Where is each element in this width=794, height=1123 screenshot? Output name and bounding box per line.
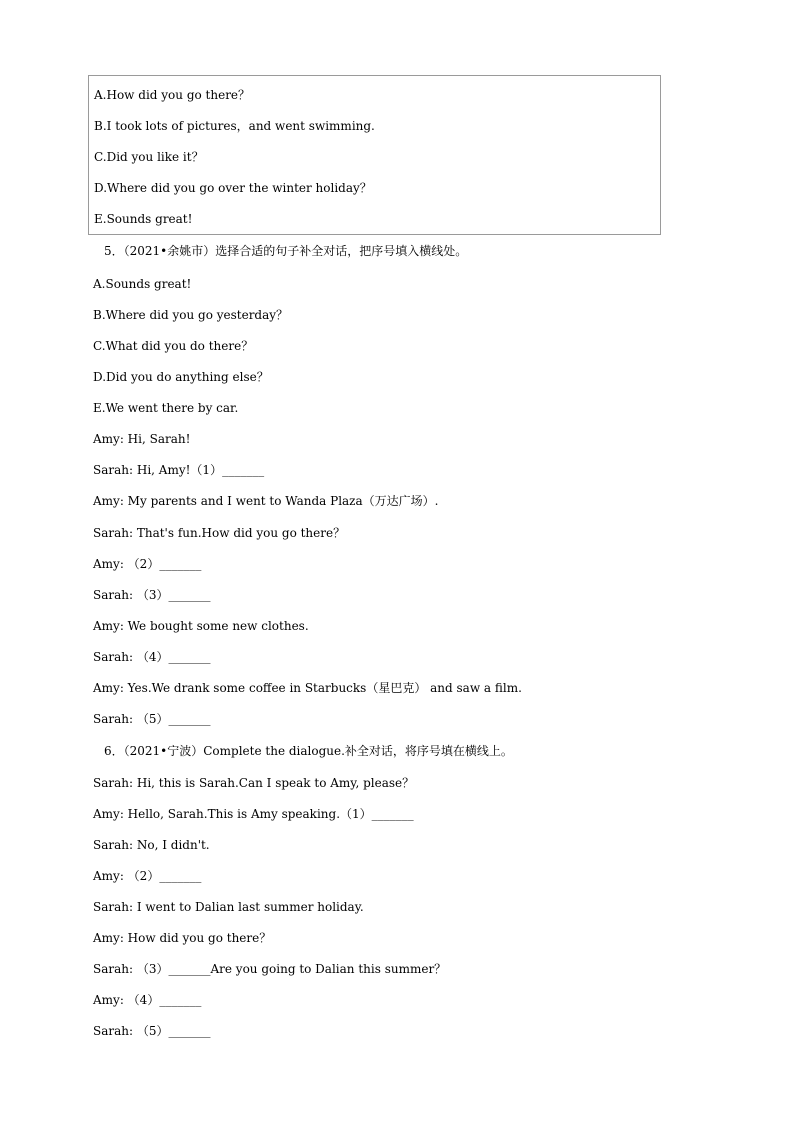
q5-dialogue-line: Sarah: （3）_______ bbox=[93, 588, 211, 602]
q6-dialogue-line: Amy: Hello, Sarah.This is Amy speaking.（1）_______ bbox=[93, 807, 414, 821]
question-6-title: 6．（2021•宁波）Complete the dialogue.补全对话，将序号填在横线上。 bbox=[104, 744, 513, 758]
q5-option: C.What did you do there？ bbox=[93, 339, 254, 353]
q5-dialogue-line: Amy: Hi, Sarah! bbox=[93, 432, 191, 446]
q5-option: D.Did you do anything else？ bbox=[93, 370, 269, 384]
q5-dialogue-line: Amy: My parents and I went to Wanda Plaza（万达广场）. bbox=[93, 494, 439, 508]
box-option: B.I took lots of pictures，and went swimming. bbox=[94, 119, 375, 133]
q5-option: E.We went there by car. bbox=[93, 401, 239, 415]
q5-dialogue-line: Amy: Yes.We drank some coffee in Starbucks（星巴克） and saw a film. bbox=[93, 681, 522, 695]
q5-dialogue-line: Sarah: That's fun.How did you go there？ bbox=[93, 526, 346, 540]
q6-dialogue-line: Sarah: （3）_______Are you going to Dalian this summer？ bbox=[93, 962, 447, 976]
q5-dialogue-line: Sarah: （5）_______ bbox=[93, 712, 211, 726]
q6-dialogue-line: Sarah: No, I didn't. bbox=[93, 838, 210, 852]
q6-dialogue-line: Sarah: （5）_______ bbox=[93, 1024, 211, 1038]
box-option: A.How did you go there？ bbox=[94, 88, 251, 102]
q5-dialogue-line: Amy: We bought some new clothes. bbox=[93, 619, 309, 633]
q6-dialogue-line: Amy: （4）_______ bbox=[93, 993, 202, 1007]
box-option: C.Did you like it？ bbox=[94, 150, 204, 164]
options-box bbox=[88, 75, 661, 235]
q5-dialogue-line: Sarah: Hi, Amy!（1）_______ bbox=[93, 463, 265, 477]
question-5-title: 5．（2021•余姚市）选择合适的句子补全对话，把序号填入横线处。 bbox=[104, 244, 468, 258]
q5-option: B.Where did you go yesterday？ bbox=[93, 308, 289, 322]
q6-dialogue-line: Amy: （2）_______ bbox=[93, 869, 202, 883]
q5-dialogue-line: Amy: （2）_______ bbox=[93, 557, 202, 571]
q6-dialogue-line: Amy: How did you go there？ bbox=[93, 931, 272, 945]
box-option: D.Where did you go over the winter holiday？ bbox=[94, 181, 372, 195]
box-option: E.Sounds great! bbox=[94, 212, 193, 226]
q5-dialogue-line: Sarah: （4）_______ bbox=[93, 650, 211, 664]
q6-dialogue-line: Sarah: I went to Dalian last summer holiday. bbox=[93, 900, 364, 914]
q6-dialogue-line: Sarah: Hi, this is Sarah.Can I speak to Amy, please？ bbox=[93, 776, 415, 790]
q5-option: A.Sounds great! bbox=[93, 277, 192, 291]
